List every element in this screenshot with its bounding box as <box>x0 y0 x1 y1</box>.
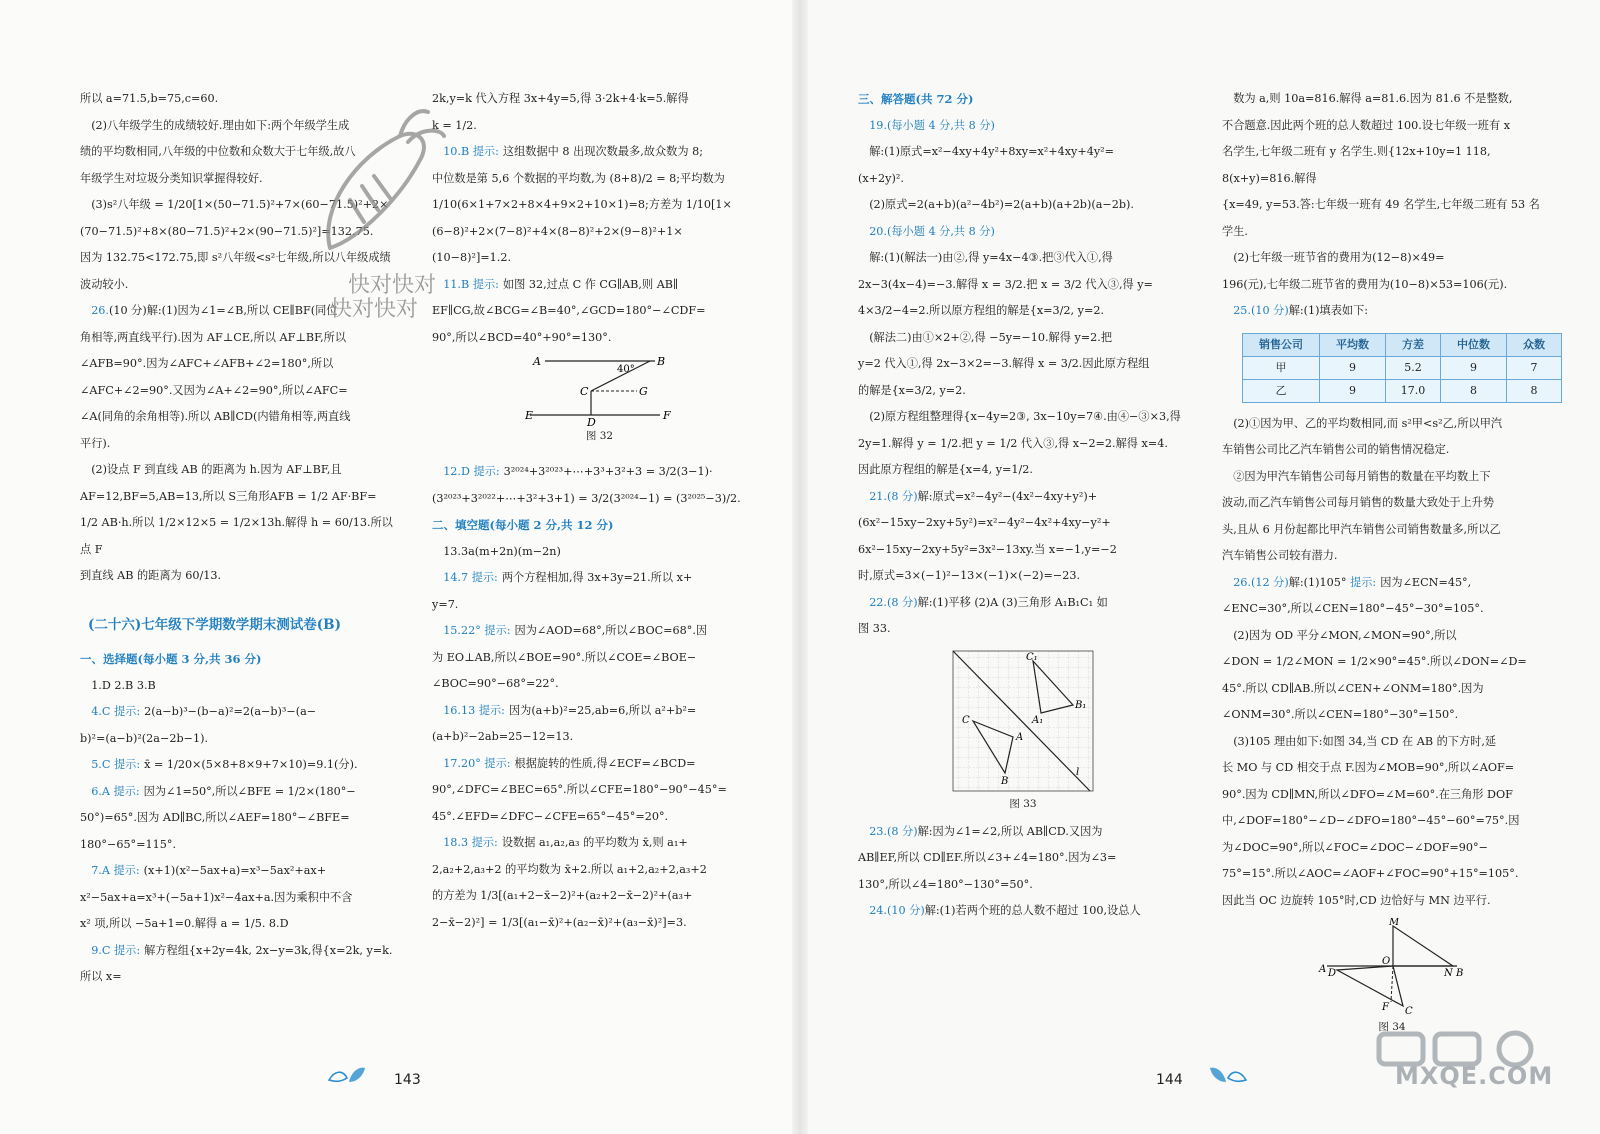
hint-label: 提示: <box>484 624 511 637</box>
table-header: 平均数 <box>1320 333 1386 356</box>
text-line: 因为 132.75<172.75,即 s²八年级<s²七年级,所以八年级成绩 <box>80 251 391 264</box>
text-line: 75°=15°.所以∠AOC=∠AOF+∠FOC=90°+15°=105°. <box>1222 867 1519 880</box>
answer-15 <box>432 618 767 645</box>
text-line: 90°,所以∠BCD=40°+90°=130°. <box>432 330 612 344</box>
sales-stats-table <box>1242 333 1562 403</box>
text-line: 这组数据中 8 出现次数最多,故众数为 8; <box>502 145 703 158</box>
text-line: 中,∠DOF=180°−∠D−∠DFO=180°−45°−60°=75°.因 <box>1222 814 1520 827</box>
figure-caption: 图 32 <box>585 430 614 442</box>
text-line: 2−x̄−2)²] = 1/3[(a₁−x̄)²+(a₂−x̄)²+(a₃−x̄)²]=3. <box>432 915 687 929</box>
hint-label: 提示: <box>113 784 140 798</box>
question-head: 23.(8 分) <box>869 824 918 838</box>
table-cell: 8 <box>1441 379 1507 402</box>
text-line: 2k,y=k 代入方程 3x+4y=5,得 3·2k+4·k=5.解得 <box>432 92 689 105</box>
text-line: 1/10(6×1+7×2+8×4+9×2+10×1)=8;方差为 1/10[1× <box>432 198 732 211</box>
question-26 <box>1222 570 1562 597</box>
text-line: AB∥EF,所以 CD∥EF.所以∠3+∠4=180°.因为∠3= <box>858 851 1117 864</box>
hint-label: 提示: <box>113 864 140 877</box>
text-line: 2(a−b)³−(b−a)²=2(a−b)³−(a− <box>144 705 317 718</box>
text-line: 45°.所以 CD∥AB.所以∠CEN+∠ONM=180°.因为 <box>1222 681 1484 695</box>
text-line: AF=12,BF=5,AB=13,所以 S三角形AFB = 1/2 AF·BF= <box>80 489 377 503</box>
label-m: M <box>1389 918 1400 928</box>
text-line: 解:因为∠1=∠2,所以 AB∥CD.又因为 <box>917 824 1103 838</box>
label-a: A <box>532 355 541 368</box>
text-line: 6x²−15xy−2xy+5y²=3x²−13xy.当 x=−1,y=−2 <box>858 542 1117 556</box>
section-title: 一、选择题(每小题 3 分,共 36 分) <box>80 652 262 666</box>
label-f: F <box>662 409 671 422</box>
label-g: G <box>638 385 648 398</box>
answer-18 <box>432 830 767 857</box>
answer-13: 13.3a(m+2n)(m−2n) <box>443 544 561 558</box>
label-c: C <box>579 385 588 398</box>
text-line: (解法二)由①×2+②,得 −5y=−10.解得 y=2.把 <box>869 330 1113 344</box>
answer-16 <box>432 698 767 725</box>
text-line: ∠A(同角的余角相等).所以 AB∥CD(内错角相等,两直线 <box>80 410 351 423</box>
answer-label: 6.A <box>91 784 110 798</box>
answer-label: 17.20° <box>443 756 481 770</box>
hint-label: 提示: <box>471 571 498 584</box>
text-line: 因此原方程组的解是{x=4, y=1/2. <box>858 463 1033 476</box>
text-line: (2)原式=2(a+b)(a²−4b²)=2(a+b)(a+2b)(a−2b). <box>869 198 1134 211</box>
text-line: 2y=1.解得 y = 1/2.把 y = 1/2 代入③,得 x−2=2.解得 x=4. <box>858 436 1168 450</box>
text-line: (3)105 理由如下:如图 34,当 CD 在 AB 的下方时,延 <box>1233 734 1497 748</box>
label-b1: B₁ <box>1075 699 1087 711</box>
text-line: 2,a₂+2,a₃+2 的平均数为 x̄+2.所以 a₁+2,a₂+2,a₃+2 <box>432 862 707 876</box>
answer-6 <box>80 779 400 806</box>
table-header: 中位数 <box>1441 333 1507 356</box>
text-line: 180°−65°=115°. <box>80 837 177 851</box>
text-line: 的解是{x=3/2, y=2. <box>858 383 966 397</box>
text-line: 解:(1)因为∠1=∠B,所以 CE∥BF(同位 <box>146 304 338 317</box>
text-line: 因此当 OC 边旋转 105°时,CD 边恰好与 MN 边平行. <box>1222 893 1491 907</box>
text-line: 学生. <box>1222 224 1248 238</box>
answer-7 <box>80 858 400 885</box>
table-cell: 8 <box>1507 379 1562 402</box>
text-line: 解:(1)原式=x²−4xy+4y²+8xy=x²+4xy+4y²= <box>869 145 1115 158</box>
question-23 <box>858 819 1188 846</box>
hint-label: 提示: <box>472 145 499 158</box>
leaf-decoration-icon <box>325 1064 369 1086</box>
label-d: D <box>1328 968 1337 979</box>
text-line: b)²=(a−b)²(2a−2b−1). <box>80 731 209 745</box>
question-21 <box>858 484 1188 511</box>
table-header-row <box>1243 333 1562 356</box>
answer-12 <box>432 459 767 486</box>
text-line: 解:(1)填表如下: <box>1288 304 1369 317</box>
triangle-mon <box>1393 926 1453 966</box>
text-line: 解:原式=x²−4y²−(4x²−4xy+y²)+ <box>917 489 1098 503</box>
answer-label: 5.C <box>91 758 111 771</box>
table-cell: 甲 <box>1243 356 1320 379</box>
text-line: 为 EO⊥AB,所以∠BOE=90°.所以∠COE=∠BOE− <box>432 650 697 664</box>
hint-label: 提示: <box>478 703 505 717</box>
text-line: 因为∠ECN=45°, <box>1380 575 1472 589</box>
text-line: ∠ENC=30°,所以∠CEN=180°−45°−30°=105°. <box>1222 602 1484 615</box>
text-line: k = 1/2. <box>432 118 477 132</box>
text-line: 解:(1)105° <box>1288 575 1347 589</box>
text-line: 解:(1)若两个班的总人数不超过 100,设总人 <box>924 904 1141 917</box>
text-line: (2)八年级学生的成绩较好.理由如下:两个年级学生成 <box>91 118 350 132</box>
question-head: 24.(10 分) <box>869 904 925 917</box>
table-header: 销售公司 <box>1243 333 1320 356</box>
text-line: ∠AFC+∠2=90°.又因为∠A+∠2=90°,所以∠AFC= <box>80 383 348 397</box>
angle-label: 40° <box>616 364 635 375</box>
watermark-text: 快对快对 <box>330 297 419 322</box>
text-line: 年级学生对垃圾分类知识掌握得较好. <box>80 171 263 185</box>
label-b: B <box>1001 775 1009 787</box>
answer-label: 10.B <box>443 145 470 158</box>
column-3 <box>858 86 1188 925</box>
text-line: 图 33. <box>858 622 891 635</box>
table-cell: 9 <box>1320 356 1386 379</box>
label-b: B <box>1456 968 1464 979</box>
text-line: x² 项,所以 −5a+1=0.解得 a = 1/5. 8.D <box>80 917 289 930</box>
text-line: (6x²−15xy−2xy+5y²)=x²−4y²−4x²+4xy−y²+ <box>858 516 1111 529</box>
column-4 <box>1222 86 1562 1036</box>
text-line: x²−5ax+a=x³+(−5a+1)x²−4ax+a.因为乘积中不含 <box>80 890 353 904</box>
page-number: 144 <box>1156 1072 1183 1088</box>
text-line: (x+1)(x²−5ax+a)=x³−5ax²+ax+ <box>143 864 327 877</box>
question-head: 22.(8 分) <box>869 595 918 609</box>
text-line: 解:(1)(解法一)由②,得 y=4x−4③.把③代入①,得 <box>869 251 1113 264</box>
text-line: 45°.∠EFD=∠DFC−∠CFE=65°−45°=20°. <box>432 809 669 823</box>
answer-label: 9.C <box>91 943 111 957</box>
answer-label: 12.D <box>443 465 470 478</box>
question-head: 21.(8 分) <box>869 489 918 503</box>
text-line: 因为(a+b)²=25,ab=6,所以 a²+b²= <box>508 703 697 717</box>
text-line: 90°,∠DFC=∠BEC=65°.所以∠CFE=180°−90°−45°= <box>432 783 727 796</box>
text-line: (10−8)²]=1.2. <box>432 251 512 264</box>
answers-1-3: 1.D 2.B 3.B <box>91 678 156 692</box>
label-n: N <box>1444 968 1453 979</box>
text-line: 196(元),七年级二班节省的费用为(10−8)×53=106(元). <box>1222 277 1508 291</box>
text-line: 不合题意.因此两个班的总人数超过 100.设七年级一班有 x <box>1222 118 1511 132</box>
question-24 <box>858 898 1188 925</box>
table-cell: 9 <box>1441 356 1507 379</box>
question-head: 20.(每小题 4 分,共 8 分) <box>869 224 995 238</box>
label-d: D <box>586 416 596 427</box>
label-c: C <box>962 714 970 726</box>
text-line: 解:(1)平移 (2)A (3)三角形 A₁B₁C₁ 如 <box>917 595 1108 609</box>
section-title: 三、解答题(共 72 分) <box>858 92 974 106</box>
text-line: 根据旋转的性质,得∠ECF=∠BCD= <box>514 756 696 770</box>
label-e: E <box>524 409 533 422</box>
hint-label: 提示: <box>1350 575 1377 589</box>
figure-caption: 图 33 <box>1009 797 1037 810</box>
text-line: (3²⁰²³+3²⁰²²+⋯+3²+3+1) = 3/2(3²⁰²⁴−1) = (3²⁰²⁵−3)/2. <box>432 491 741 505</box>
carrot-watermark-icon <box>300 98 450 268</box>
label-a: A <box>1016 731 1024 743</box>
text-line: 车销售公司比乙汽车销售公司的销售情况稳定. <box>1222 443 1450 456</box>
text-line: ②因为甲汽车销售公司每月销售的数量在平均数上下 <box>1233 469 1491 483</box>
text-line: 平行). <box>80 436 111 450</box>
hint-label: 提示: <box>113 758 141 771</box>
figure-34 <box>1317 918 1467 1018</box>
text-line: 设数据 a₁,a₂,a₃ 的平均数为 x̄,则 a₁+ <box>501 836 688 849</box>
book-gutter <box>792 0 808 1134</box>
answer-label: 18.3 <box>443 836 469 849</box>
text-line: ∠DON = 1/2∠MON = 1/2×90°=45°.所以∠DON=∠D= <box>1222 655 1527 668</box>
text-line: (2)七年级一班节省的费用为(12−8)×49= <box>1233 251 1445 264</box>
section-title: 二、填空题(每小题 2 分,共 12 分) <box>432 518 614 532</box>
exam-title: (二十六)七年级下学期数学期末测试卷(B) <box>88 616 341 633</box>
question-number: 26. <box>91 304 109 317</box>
table-header: 众数 <box>1507 333 1562 356</box>
column-2 <box>432 86 767 936</box>
segment-of <box>1391 966 1393 1002</box>
answer-14 <box>432 565 767 592</box>
text-line: 3²⁰²⁴+3²⁰²³+⋯+3³+3²+3 = 3/2(3−1)· <box>503 465 713 478</box>
text-line: (2)①因为甲、乙的平均数相同,而 s²甲<s²乙,所以甲汽 <box>1233 416 1503 430</box>
text-line: 如图 32,过点 C 作 CG∥AB,则 AB∥ <box>502 277 679 291</box>
table-cell: 5.2 <box>1386 356 1441 379</box>
text-line: 汽车销售公司较有潜力. <box>1222 549 1338 562</box>
text-line: (x+2y)². <box>858 171 904 185</box>
table-row <box>1243 356 1562 379</box>
text-line: 头,且从 6 月份起都比甲汽车销售公司销售数量多,所以乙 <box>1222 522 1501 536</box>
hint-label: 提示: <box>472 277 499 291</box>
hint-label: 提示: <box>473 465 500 478</box>
text-line: 因为∠1=50°,所以∠BFE = 1/2×(180°− <box>143 784 356 798</box>
figure-caption: 图 34 <box>1378 1021 1406 1033</box>
text-line: 2x−3(4x−4)=−3.解得 x = 3/2.把 x = 3/2 代入③,得 y= <box>858 277 1153 291</box>
text-line: (70−71.5)²+8×(80−71.5)²+2×(90−71.5)²]=132.75. <box>80 224 374 238</box>
text-line: 到直线 AB 的距离为 60/13. <box>80 569 222 582</box>
answer-label: 16.13 <box>443 703 476 717</box>
text-line: ∠AFB=90°.因为∠AFC+∠AFB+∠2=180°,所以 <box>80 357 334 370</box>
text-line: 时,原式=3×(−1)²−13×(−1)×(−2)=−23. <box>858 569 1081 582</box>
question-head: 25.(10 分) <box>1233 304 1289 317</box>
text-line: 波动较小. <box>80 277 129 291</box>
answer-11 <box>432 272 767 299</box>
text-line: 名学生,七年级二班有 y 名学生.则{12x+10y=1 118, 8(x+y)=816.解得 <box>1222 145 1491 185</box>
answer-5 <box>80 752 400 779</box>
question-score: (10 分) <box>108 304 147 317</box>
label-a: A <box>1319 964 1327 975</box>
answer-label: 11.B <box>443 277 470 291</box>
table-cell: 9 <box>1320 379 1386 402</box>
answer-17 <box>432 751 767 778</box>
text-line: (3)s²八年级 = 1/20[1×(50−71.5)²+7×(60−71.5)²+2× <box>91 198 389 211</box>
text-line: ∠BOC=90°−68°=22°. <box>432 677 559 690</box>
text-line: (2)因为 OD 平分∠MON,∠MON=90°,所以 <box>1233 628 1457 642</box>
question-25 <box>1222 298 1562 325</box>
label-l: l <box>1076 766 1080 778</box>
text-line: 4×3/2−4=2.所以原方程组的解是{x=3/2, y=2. <box>858 304 1105 317</box>
text-line: (a+b)²−2ab=25−12=13. <box>432 730 574 743</box>
text-line: y=2 代入①,得 2x−3×2=−3.解得 x = 3/2.因此原方程组 <box>858 357 1150 370</box>
table-cell: 17.0 <box>1386 379 1441 402</box>
question-head: 19.(每小题 4 分,共 8 分) <box>869 118 995 132</box>
site-logo-text: MXQE.COM <box>1395 1062 1554 1090</box>
text-line: 解方程组{x+2y=4k, 2x−y=3k,得{x=2k, y=k.所以 x= <box>80 943 393 983</box>
label-a1: A₁ <box>1032 714 1044 726</box>
label-c1: C₁ <box>1026 651 1038 663</box>
hint-label: 提示: <box>113 943 141 957</box>
answer-label: 7.A <box>91 864 110 877</box>
page-number: 143 <box>394 1072 421 1088</box>
label-b: B <box>656 355 665 368</box>
text-line: 所以 a=71.5,b=75,c=60. <box>80 92 219 105</box>
hint-label: 提示: <box>484 756 511 770</box>
text-line: 1/2 AB·h.所以 1/2×12×5 = 1/2×13h.解得 h = 60/13.所以点 F <box>80 516 393 556</box>
question-22 <box>858 590 1188 617</box>
text-line: ∠ONM=30°.所以∠CEN=180°−30°=150°. <box>1222 708 1459 721</box>
text-line: 因为∠AOD=68°,所以∠BOC=68°.因 <box>514 624 708 637</box>
answer-label: 4.C <box>91 705 111 718</box>
answer-label: 14.7 <box>443 571 469 584</box>
text-line: (6−8)²+2×(7−8)²+4×(8−8)²+2×(9−8)²+1× <box>432 224 683 238</box>
text-line: 两个方程相加,得 3x+3y=21.所以 x+ <box>501 571 693 584</box>
text-line: 角相等,两直线平行).因为 AF⊥CE,所以 AF⊥BF,所以 <box>80 330 347 344</box>
figure-33 <box>948 647 1098 795</box>
figure-32 <box>525 355 675 427</box>
leaf-decoration-icon <box>1206 1064 1250 1086</box>
question-head: 26.(12 分) <box>1233 575 1289 589</box>
text-line: 绩的平均数相同,八年级的中位数和众数大于七年级,故八 <box>80 145 356 158</box>
text-line: 50°)=65°.因为 AD∥BC,所以∠AEF=180°−∠BFE= <box>80 811 350 824</box>
text-line: 波动,而乙汽车销售公司每月销售的数量大致处于上升势 <box>1222 496 1495 509</box>
watermark-text: 快对快对 <box>348 273 437 298</box>
text-line: 数为 a,则 10a=816.解得 a=81.6.因为 81.6 不是整数, <box>1233 92 1513 105</box>
answer-9 <box>80 938 400 991</box>
text-line: {x=49, y=53.答:七年级一班有 49 名学生,七年级二班有 53 名 <box>1222 198 1540 211</box>
table-cell: 乙 <box>1243 379 1320 402</box>
text-line: x̄ = 1/20×(5×8+8×9+7×10)=9.1(分). <box>144 758 358 771</box>
text-line: 为∠DOC=90°,所以∠FOC=∠DOC−∠DOF=90°− <box>1222 840 1488 854</box>
text-line: (2)设点 F 到直线 AB 的距离为 h.因为 AF⊥BF,且 <box>91 463 342 476</box>
label-f: F <box>1382 1002 1389 1013</box>
answer-label: 15.22° <box>443 624 481 637</box>
text-line: 90°.因为 CD∥MN,所以∠DFO=∠M=60°.在三角形 DOF <box>1222 787 1513 801</box>
table-header: 方差 <box>1386 333 1441 356</box>
text-line: 长 MO 与 CD 相交于点 F.因为∠MOB=90°,所以∠AOF= <box>1222 761 1515 774</box>
answer-4 <box>80 699 400 726</box>
text-line: 的方差为 1/3[(a₁+2−x̄−2)²+(a₂+2−x̄−2)²+(a₃+ <box>432 889 693 902</box>
label-c: C <box>1405 1006 1413 1017</box>
answer-10 <box>432 139 767 166</box>
text-line: EF∥CG,故∠BCG=∠B=40°,∠GCD=180°−∠CDF= <box>432 304 706 317</box>
text-line: y=7. <box>432 597 459 611</box>
label-o: O <box>1382 956 1391 967</box>
hint-label: 提示: <box>471 836 498 849</box>
text-line: 中位数是第 5,6 个数据的平均数,为 (8+8)/2 = 8;平均数为 <box>432 171 725 185</box>
hint-label: 提示: <box>113 705 141 718</box>
table-row <box>1243 379 1562 402</box>
text-line: (2)原方程组整理得{x−4y=2③, 3x−10y=7④.由④−③×3,得 <box>869 410 1181 423</box>
text-line: 130°,所以∠4=180°−130°=50°. <box>858 877 1033 891</box>
table-cell: 7 <box>1507 356 1562 379</box>
